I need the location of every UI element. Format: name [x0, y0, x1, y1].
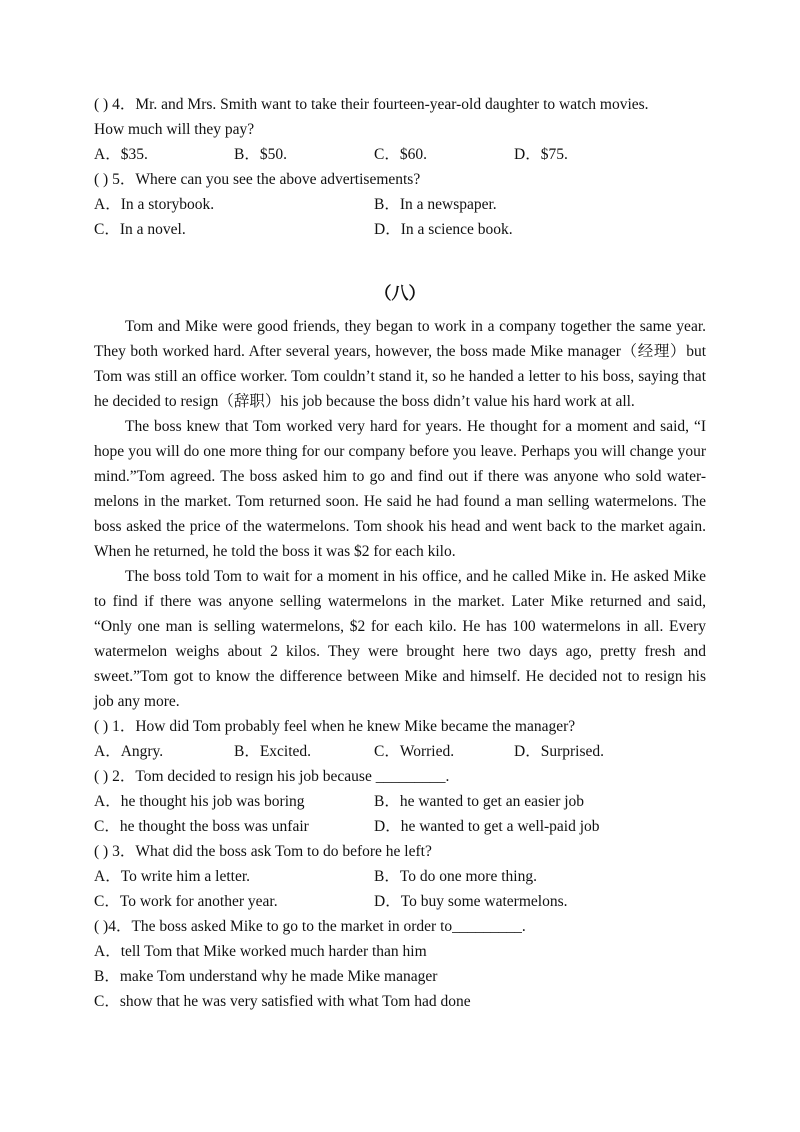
option-d: D．To buy some watermelons.: [374, 893, 568, 910]
passage-question-3: [94, 839, 706, 864]
options-row: [94, 889, 706, 914]
option-b: B．To do one more thing.: [374, 868, 537, 885]
question-5: [94, 167, 706, 192]
passage-paragraph-3: The boss told Tom to wait for a moment in his office, and he called Mike in. He asked Mike to find if there was anyone selling watermelons in the market. Later Mike returned and said, “Only one man is selling watermelons, $2 for each kilo. He has 100 watermelons in all. Every watermelon weighs about 2 kilos. They were brought here two days ago, pretty fresh and sweet.”Tom got to know the difference between Mike and himself. He decided not to resign his job any more.: [94, 568, 706, 710]
option-a: A．To write him a letter.: [94, 868, 251, 885]
option-c: C．$60.: [374, 146, 427, 163]
options-row: [94, 142, 706, 167]
option-d: D．Surprised.: [514, 743, 604, 760]
option-b: B．In a newspaper.: [374, 196, 497, 213]
options-row: [94, 739, 706, 764]
passage-question-4: [94, 914, 706, 939]
passage-question-2: [94, 764, 706, 789]
answer-paren[interactable]: ( ) 5．: [94, 171, 136, 188]
passage-paragraph-1: Tom and Mike were good friends, they began to work in a company together the same year. They both worked hard. After several years, however, the boss made Mike manager（经理）but Tom was still an office worker. Tom couldn’t stand it, so he handed a letter to his boss, saying that he decided to resign（辞职）his job because the boss didn’t value his hard work at all.: [94, 318, 706, 410]
passage-paragraph-2: The boss knew that Tom worked very hard for years. He thought for a moment and said, “I hope you will do one more thing for our company before you leave. Perhaps you will change your mind.”Tom agreed. The boss asked him to go and find out if there was anyone who sold water-melons in the market. Tom returned soon. He said he had found a man selling watermelons. The boss asked the price of the watermelons. Tom shook his head and went back to the market again. When he returned, he told the boss it was $2 for each kilo.: [94, 418, 706, 560]
question-text: Where can you see the above advertisements?: [135, 171, 421, 188]
answer-paren[interactable]: ( ) 1．: [94, 718, 136, 735]
option-d: D．he wanted to get a well-paid job: [374, 818, 600, 835]
option-b: B．make Tom understand why he made Mike manager: [94, 968, 438, 985]
options-row: [94, 217, 706, 242]
answer-paren[interactable]: ( ) 4．: [94, 96, 136, 113]
option-c: C．he thought the boss was unfair: [94, 818, 309, 835]
options-row: [94, 864, 706, 889]
question-text: Tom decided to resign his job because _________.: [135, 768, 450, 785]
option-a: A．In a storybook.: [94, 196, 215, 213]
options-row: [94, 789, 706, 814]
option-b: B．$50.: [234, 146, 287, 163]
passage-question-1: [94, 714, 706, 739]
option-b: B．Excited.: [234, 743, 312, 760]
option-b: B．he wanted to get an easier job: [374, 793, 585, 810]
answer-paren[interactable]: ( )4．: [94, 918, 132, 935]
options-row: [94, 814, 706, 839]
option-c: C．In a novel.: [94, 221, 186, 238]
question-4-continued: How much will they pay?: [94, 121, 255, 138]
option-a: A．Angry.: [94, 743, 164, 760]
document-page: [94, 92, 706, 1014]
question-text: How did Tom probably feel when he knew Mike became the manager?: [135, 718, 576, 735]
option-d: D．In a science book.: [374, 221, 513, 238]
option-d: D．$75.: [514, 146, 568, 163]
question-4: [94, 92, 706, 117]
option-c: C．show that he was very satisfied with what Tom had done: [94, 993, 471, 1010]
option-a: A．he thought his job was boring: [94, 793, 305, 810]
answer-paren[interactable]: ( ) 3．: [94, 843, 136, 860]
option-c: C．To work for another year.: [94, 893, 278, 910]
question-text: Mr. and Mrs. Smith want to take their fourteen-year-old daughter to watch movies.: [135, 96, 649, 113]
option-a: A．$35.: [94, 146, 148, 163]
question-text: What did the boss ask Tom to do before he left?: [135, 843, 432, 860]
section-title: （八）: [374, 284, 426, 304]
options-row: [94, 192, 706, 217]
question-text: The boss asked Mike to go to the market in order to_________.: [131, 918, 526, 935]
option-a: A．tell Tom that Mike worked much harder than him: [94, 943, 427, 960]
option-c: C．Worried.: [374, 743, 455, 760]
answer-paren[interactable]: ( ) 2．: [94, 768, 136, 785]
